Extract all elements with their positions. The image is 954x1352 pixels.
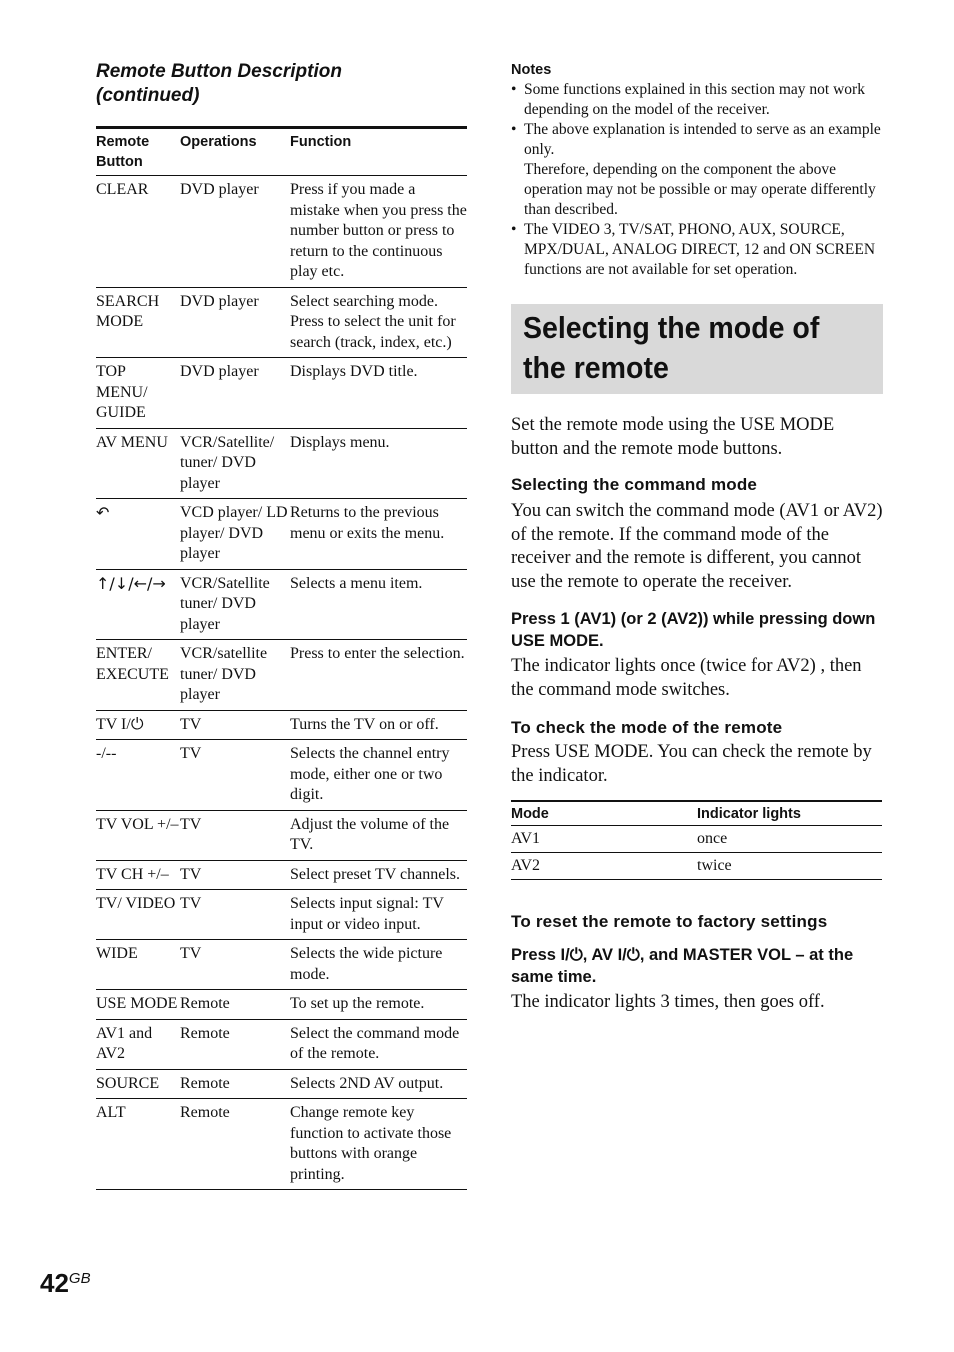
page-suffix: GB <box>68 1270 91 1287</box>
notes-list <box>511 80 883 280</box>
remote-button-cell: CLEAR <box>96 181 149 198</box>
chapter-banner <box>511 304 883 394</box>
remote-button-cell: WIDE <box>96 945 138 962</box>
notes-title: Notes <box>511 62 552 78</box>
remote-button-cell: TV CH +/– <box>96 865 169 883</box>
header-function: Function <box>290 134 352 150</box>
lights-cell: twice <box>697 857 732 874</box>
command-mode-text: You can switch the command mode (AV1 or AV2) of the remote. If the command mode of the receiver and the remote is different, you cannot use the remote to operate the receiver. <box>511 501 883 592</box>
table-row <box>96 940 467 990</box>
operations-cell: DVD player <box>180 181 259 198</box>
operations-cell: Remote <box>180 1024 230 1042</box>
table-row <box>96 890 467 940</box>
remote-button-cell: -/-- <box>96 745 117 762</box>
table-row <box>96 499 467 570</box>
function-cell: Select searching mode. Press to select the unit for search (track, index, etc.) <box>290 292 456 351</box>
function-cell: Select the command mode of the remote. <box>290 1024 460 1062</box>
function-cell: Select preset TV channels. <box>290 865 461 883</box>
table-row <box>511 826 882 853</box>
reset-step: Press I/⏻, AV I/⏻, and MASTER VOL – at the same time. <box>511 946 854 986</box>
table-row <box>511 853 882 880</box>
table-row <box>96 358 467 429</box>
table-row <box>96 569 467 640</box>
function-cell: Returns to the previous menu or exits the menu. <box>290 504 445 542</box>
operations-cell: TV <box>180 715 202 733</box>
check-mode-text: Press USE MODE. You can check the remote by the indicator. <box>511 742 872 786</box>
section-title-line1: Remote Button Description <box>96 61 342 82</box>
intro-text: Set the remote mode using the USE MODE button and the remote mode buttons. <box>511 415 835 459</box>
operations-cell: VCR/satellite tuner/ DVD player <box>180 645 268 703</box>
mode-cell: AV2 <box>511 857 541 874</box>
page-number <box>40 1268 91 1299</box>
operations-cell: DVD player <box>180 363 259 380</box>
remote-button-cell: ENTER/ EXECUTE <box>96 645 169 683</box>
function-cell: Change remote key function to activate those buttons with orange printing. <box>290 1104 452 1183</box>
note-text: The above explanation is intended to serve as an example only. <box>524 121 881 158</box>
remote-button-cell: TV I/⏻ <box>96 715 144 733</box>
note-item <box>511 80 883 120</box>
chapter-title: Selecting the mode of the remote <box>523 310 820 385</box>
step-press-av-result: The indicator lights once (twice for AV2) , then the command mode switches. <box>511 656 862 700</box>
remote-button-cell: AV MENU <box>96 433 168 451</box>
command-mode-heading: Selecting the command mode <box>511 475 758 494</box>
remote-button-table <box>96 126 467 1190</box>
table-row <box>96 710 467 740</box>
table-row <box>96 176 467 288</box>
left-column <box>96 60 467 1190</box>
operations-cell: Remote <box>180 995 230 1012</box>
table-row <box>96 1019 467 1069</box>
mode-table-header <box>511 801 882 826</box>
note-text: The VIDEO 3, TV/SAT, PHONO, AUX, SOURCE, MPX/DUAL, ANALOG DIRECT, 12 and ON SCREEN functions are not available for set operation. <box>524 221 876 278</box>
right-column <box>511 62 883 1015</box>
function-cell: Turns the TV on or off. <box>290 715 439 733</box>
operations-cell: Remote <box>180 1074 230 1092</box>
header-remote-button: Remote Button <box>96 134 150 170</box>
operations-cell: VCD player/ LD player/ DVD player <box>180 504 288 562</box>
table-row <box>96 287 467 358</box>
remote-button-table-body <box>96 176 467 1190</box>
operations-cell: VCR/Satellite tuner/ DVD player <box>180 574 270 633</box>
operations-cell: TV <box>180 865 202 883</box>
remote-button-cell: SOURCE <box>96 1074 160 1092</box>
operations-cell: TV <box>180 895 202 912</box>
reset-result: The indicator lights 3 times, then goes off. <box>511 992 825 1012</box>
note-text-continued: Therefore, depending on the component the above operation may not be possible or may operate differently than described. <box>524 161 876 218</box>
note-text: Some functions explained in this section may not work depending on the model of the receiver. <box>524 81 865 118</box>
function-cell: Displays DVD title. <box>290 363 418 380</box>
remote-button-cell: ↶ <box>96 503 110 522</box>
section-title-line2: (continued) <box>96 85 200 106</box>
function-cell: Displays menu. <box>290 433 390 451</box>
function-cell: Adjust the volume of the TV. <box>290 815 450 853</box>
remote-button-cell: USE MODE <box>96 995 178 1012</box>
function-cell: Selects 2ND AV output. <box>290 1074 444 1092</box>
remote-button-cell: TV/ VIDEO <box>96 895 176 912</box>
header-indicator-lights: Indicator lights <box>697 806 801 822</box>
table-row <box>96 1099 467 1190</box>
function-cell: Press to enter the selection. <box>290 645 465 662</box>
table-row <box>96 740 467 811</box>
header-mode: Mode <box>511 806 549 822</box>
function-cell: To set up the remote. <box>290 995 425 1012</box>
function-cell: Selects a menu item. <box>290 574 423 592</box>
remote-button-cell: AV1 and AV2 <box>96 1024 153 1062</box>
section-title <box>96 60 467 108</box>
step-press-av: Press 1 (AV1) (or 2 (AV2)) while pressing down USE MODE. <box>511 610 876 650</box>
header-operations: Operations <box>180 134 257 150</box>
table-row <box>96 860 467 890</box>
note-item <box>511 120 883 220</box>
mode-table <box>511 800 882 880</box>
table-row <box>96 990 467 1020</box>
table-header-row <box>96 128 467 176</box>
table-row <box>96 1069 467 1099</box>
operations-cell: TV <box>180 945 202 962</box>
remote-button-cell: ↑/↓/←/→ <box>96 573 166 593</box>
remote-button-cell: TV VOL +/– <box>96 815 179 833</box>
table-row <box>96 640 467 711</box>
check-mode-heading: To check the mode of the remote <box>511 718 783 737</box>
note-item <box>511 220 883 280</box>
operations-cell: DVD player <box>180 292 259 310</box>
remote-button-cell: ALT <box>96 1104 126 1121</box>
operations-cell: VCR/Satellite/ tuner/ DVD player <box>180 433 275 492</box>
function-cell: Selects the channel entry mode, either one or two digit. <box>290 745 450 803</box>
table-row <box>96 428 467 499</box>
function-cell: Selects input signal: TV input or video input. <box>290 895 444 933</box>
page-number-value: 42 <box>40 1268 69 1298</box>
lights-cell: once <box>697 830 728 847</box>
remote-button-cell: SEARCH MODE <box>96 292 160 330</box>
table-row <box>96 810 467 860</box>
operations-cell: TV <box>180 815 202 833</box>
operations-cell: TV <box>180 745 202 762</box>
reset-heading: To reset the remote to factory settings <box>511 912 828 931</box>
function-cell: Selects the wide picture mode. <box>290 945 443 983</box>
mode-cell: AV1 <box>511 830 541 847</box>
remote-button-cell: TOP MENU/ GUIDE <box>96 363 148 421</box>
function-cell: Press if you made a mistake when you press the number button or press to return to the continuous play etc. <box>290 181 467 280</box>
operations-cell: Remote <box>180 1104 230 1121</box>
